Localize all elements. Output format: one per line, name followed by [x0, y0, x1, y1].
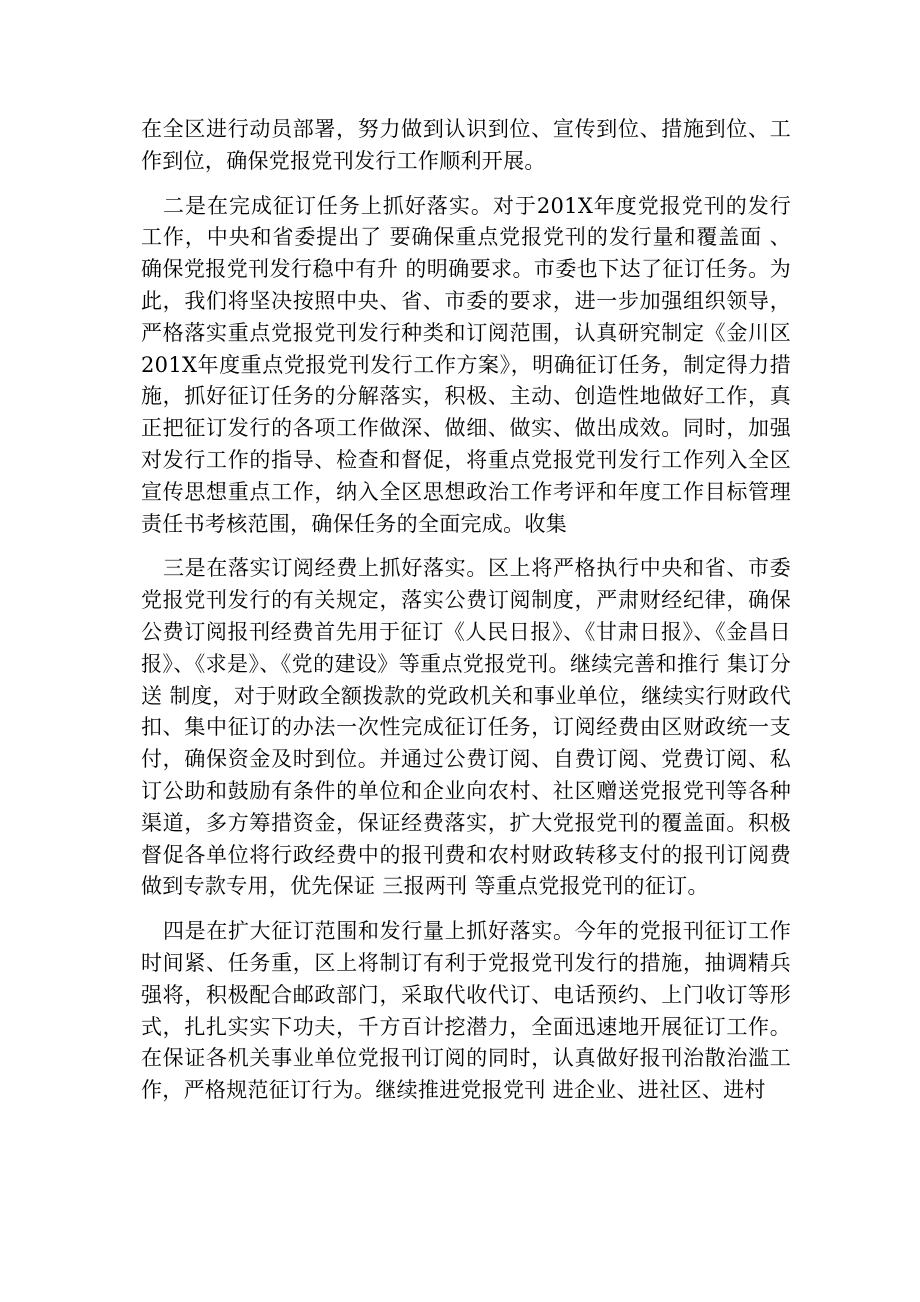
paragraph-gap	[141, 540, 791, 553]
paragraph-two: 二是在完成征订任务上抓好落实。对于201X年度党报党刊的发行工作，中央和省委提出了 要确保重点党报党刊的发行量和覆盖面 、确保党报党刊发行稳中有升 的明确要求。市委也下达了征订任务。为此，我们将坚决按照中央、省、市委的要求，进一步加强组织领导，严格落实重点党报党刊发行种类和订阅范围，认真研究制定《金川区201X年度重点党报党刊发行工作方案》，明确征订任务，制定得力措施，抓好征订任务的分解落实，积极、主动、创造性地做好工作，真正把征订发行的各项工作做深、做细、做实、做出成效。同时，加强对发行工作的指导、检查和督促，将重点党报党刊发行工作列入全区宣传思想重点工作，纳入全区思想政治工作考评和年度工作目标管理责任书考核范围，确保任务的全面完成。收集	[141, 193, 791, 536]
paragraph-gap	[141, 903, 791, 916]
paragraph-continued: 在全区进行动员部署，努力做到认识到位、宣传到位、措施到位、工作到位，确保党报党刊发行工作顺利开展。	[141, 117, 791, 173]
document-page	[141, 114, 791, 1107]
paragraph-gap	[141, 178, 791, 191]
paragraph-four: 四是在扩大征订范围和发行量上抓好落实。今年的党报刊征订工作时间紧、任务重，区上将制订有利于党报党刊发行的措施，抽调精兵强将，积极配合邮政部门，采取代收代订、电话预约、上门收订等形式，扎扎实实下功夫，千方百计挖潜力，全面迅速地开展征订工作。在保证各机关事业单位党报刊订阅的同时，认真做好报刊治散治滥工作，严格规范征订行为。继续推进党报党刊 进企业、进社区、进村	[141, 919, 791, 1103]
paragraph-three: 三是在落实订阅经费上抓好落实。区上将严格执行中央和省、市委党报党刊发行的有关规定，落实公费订阅制度，严肃财经纪律，确保公费订阅报刊经费首先用于征订《人民日报》、《甘肃日报》、《金昌日报》、《求是》、《党的建设》等重点党报党刊。继续完善和推行 集订分送 制度，对于财政全额拨款的党政机关和事业单位，继续实行财政代扣、集中征订的办法一次性完成征订任务，订阅经费由区财政统一支付，确保资金及时到位。并通过公费订阅、自费订阅、党费订阅、私订公助和鼓励有条件的单位和企业向农村、社区赠送党报党刊等各种渠道，多方筹措资金，保证经费落实，扩大党报党刊的覆盖面。积极督促各单位将行政经费中的报刊费和农村财政转移支付的报刊订阅费做到专款专用，优先保证 三报两刊 等重点党报党刊的征订。	[141, 556, 791, 899]
